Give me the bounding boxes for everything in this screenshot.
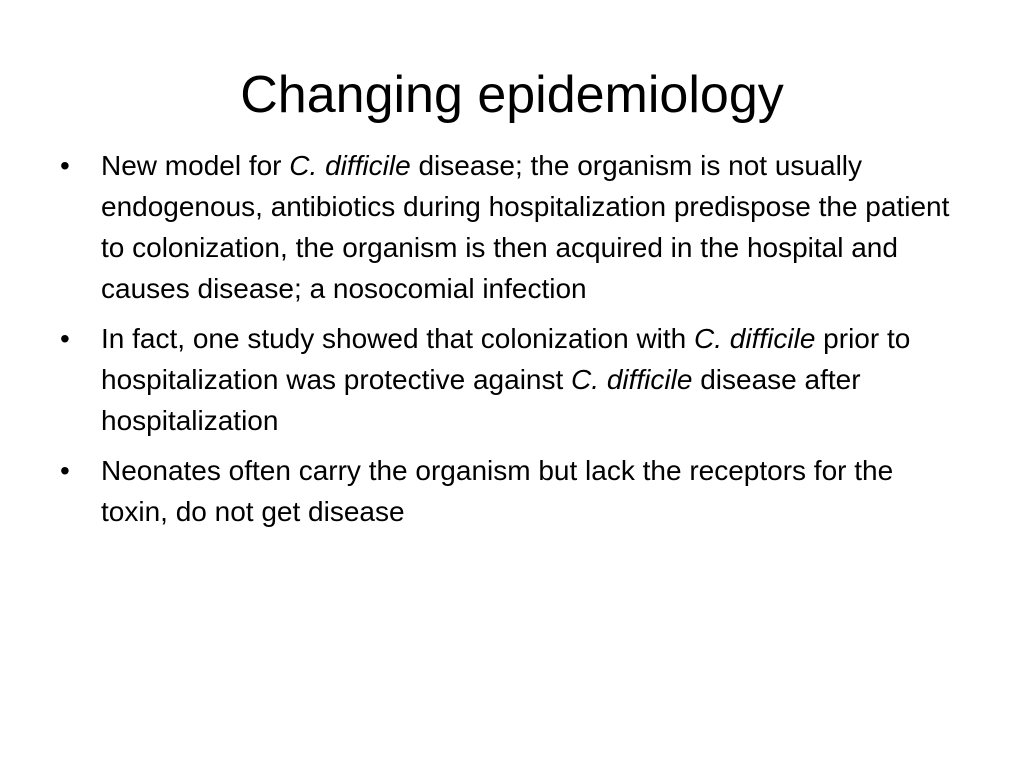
bullet-dot-icon: • xyxy=(60,455,70,486)
bullet-list xyxy=(60,145,960,541)
bullet-item-2 xyxy=(60,318,960,441)
bullet-dot-icon: • xyxy=(60,323,70,354)
bullet-text: In fact, one study showed that colonization with C. difficile prior to hospitalization was protective against C. difficile disease after hospitalization xyxy=(101,323,911,436)
bullet-text: Neonates often carry the organism but lack the receptors for the toxin, do not get disease xyxy=(101,455,894,527)
bullet-item-1 xyxy=(60,145,960,309)
slide-title: Changing epidemiology xyxy=(240,66,784,124)
bullet-dot-icon: • xyxy=(60,150,70,181)
bullet-item-3 xyxy=(60,450,960,532)
bullet-text: New model for C. difficile disease; the organism is not usually endogenous, antibiotics during hospitalization predispose the patient to colonization, the organism is then acquired in the hospital and causes disease; a nosocomial infection xyxy=(101,150,950,304)
